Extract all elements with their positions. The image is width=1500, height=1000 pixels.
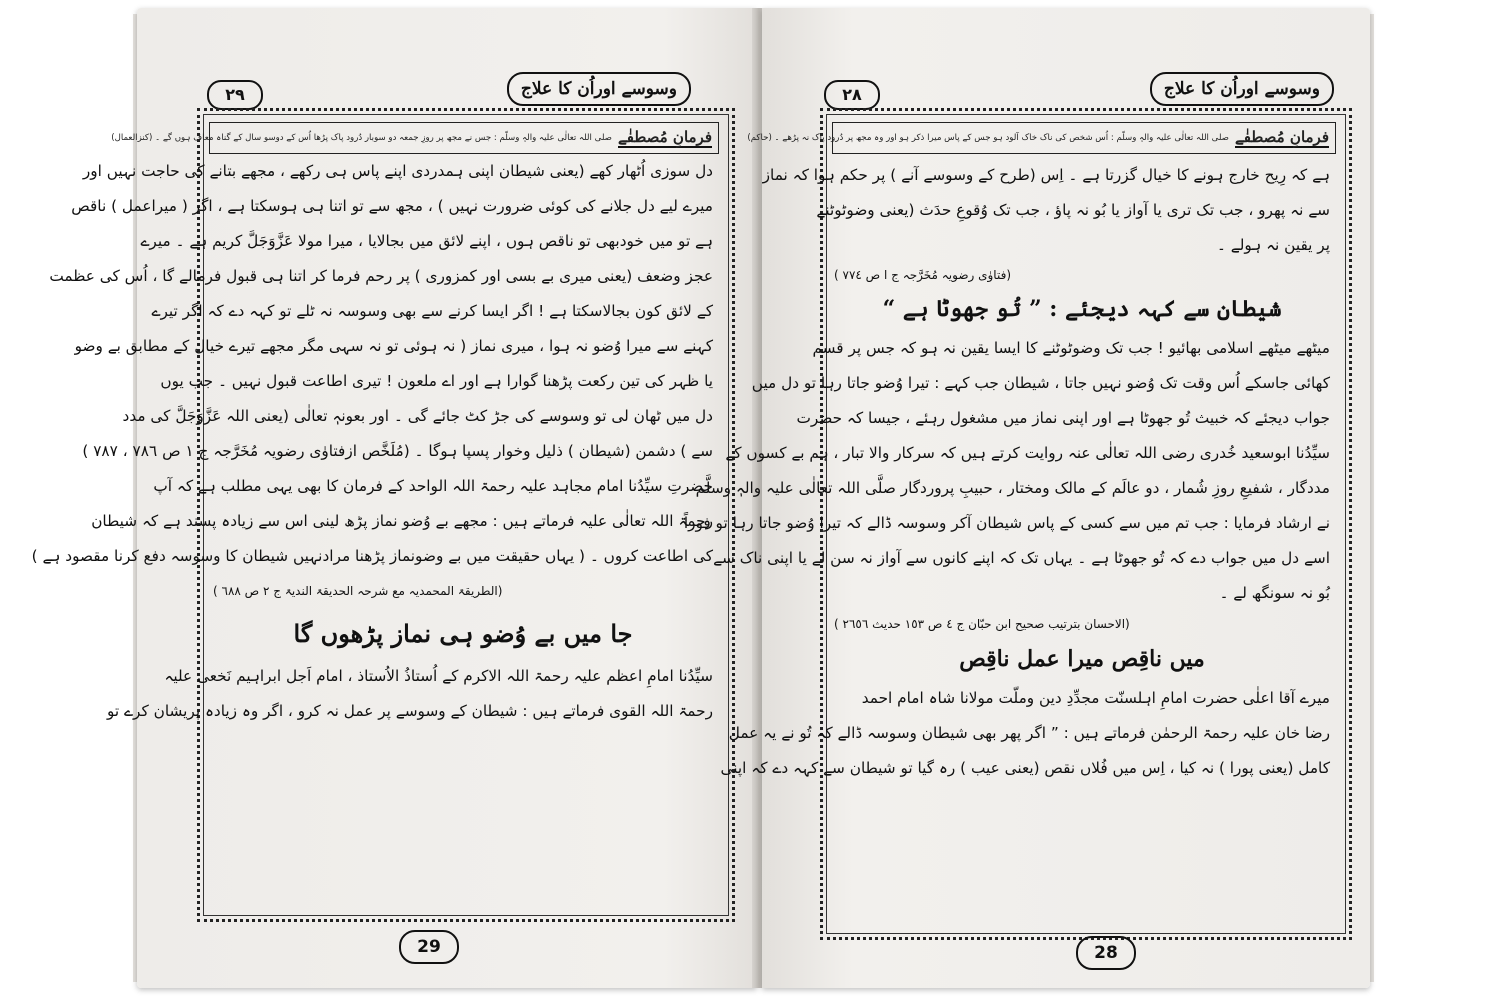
text-line: دل میں ٹھان لی تو وسوسے کی جڑ کٹ جائے گی ۔ اور بعونہٖ تعالٰی (یعنی اللہ عَزَّوَجَلَّ کی مدد [122,407,713,425]
text-line: عجز وضعف (یعنی میری بے بسی اور کمزوری ) پر رحم فرما کر اتنا ہی قبول فرمالے گا ، اُس کی عظمت [49,267,713,285]
text-line: یا ظہر کی تین رکعت پڑھنا گوارا ہے اور اے ملعون ! تیری اطاعت قبول نہیں ۔ جب یوں [160,372,713,390]
text-line: پر یقین نہ ہولے ۔ [1216,236,1330,254]
text-line: کامل (یعنی پورا ) نہ کیا ، اِس میں فُلاں نقص (یعنی عیب ) رہ گیا تو شیطان سے کہہ دے کہ اپنی [720,759,1330,777]
banner-label: فرمانِ مُصطفٰے [617,128,712,146]
header-book-title: وسوسے اوراُن کا علاج [507,72,691,106]
text-line: مددگار ، شفیعِ روزِ شُمار ، دو عالَم کے مالک ومختار ، حبیبِ پروردگار صلَّی اللہ تعالٰی علیہ والہٖ وسلَّم [695,479,1330,497]
text-line: نے ارشاد فرمایا : جب تم میں سے کسی کے پاس شیطان آکر وسوسہ ڈالے کہ تیرا وُضو جاتا رہا تو فوراً [683,514,1330,532]
banner-text: صلی اللہ تعالٰی علیہ والہٖ وسلّم : اُس شخص کی ناک خاک آلود ہو جس کے پاس میرا ذکر ہو اور وہ مجھ پر دُرود پاک نہ پڑھے ۔ (حاکم) [747,133,1229,143]
footer-page-number: 28 [1076,936,1136,970]
text-line: کے لائق کون بجالاسکتا ہے ! اگر ایسا کرنے سے بھی وسوسہ نہ ٹلے تو کہہ دے کہ اگر تیرے [151,302,713,320]
text-line: میٹھے میٹھے اسلامی بھائیو ! جب تک وضوٹوٹنے کا ایسا یقین نہ ہو کہ جس پر قسم [812,339,1330,357]
text-line: اسے دل میں جواب دے کہ تُو جھوٹا ہے ۔ یہاں تک کہ اپنے کانوں سے آواز نہ سن لے یا اپنی ناک سے [713,549,1330,567]
text-line: رحمۃ اللہ القوی فرماتے ہیں : شیطان کے وسوسے پر عمل نہ کرو ، اگر وہ زیادہ پریشان کرے تو [107,702,713,720]
page-body [683,158,1330,786]
reference-citation: (الاحسان بترتیب صحیح ابن حبّان ج ٤ ص ١٥٣ حدیث ٢٦٥٦ ) [834,617,1130,631]
reference-citation: (فتاوٰی رضویہ مُخَرَّجہ ج ا ص ٧٧٤ ) [834,268,1011,282]
text-line: دل سوزی اُٹھار کھے (یعنی شیطان اپنی ہمدردی اپنے پاس ہی رکھے ، مجھے بتانے کی حاجت نہیں اور [82,162,713,180]
text-line: میرے لیے دل جلانے کی کوئی ضرورت نہیں ) ، مجھ سے تو اتنا ہی ہوسکتا ہے ، اگر ( میراعمل ) ناقص [71,197,713,215]
text-line: ہے تو میں خودبھی تو ناقص ہوں ، اپنے لائق میں بجالایا ، میرا مولا عَزَّوَجَلَّ کریم ہے ۔ میرے [140,232,713,250]
section-heading: جا میں بے وُضو ہی نماز پڑھوں گا [293,619,633,648]
text-line: رحمۃ اللہ تعالٰی علیہ فرماتے ہیں : مجھے بے وُضو نماز پڑھ لینی اس سے زیادہ پسند ہے کہ شیطان [91,512,713,530]
header-book-title: وسوسے اوراُن کا علاج [1150,72,1334,106]
text-line: کہنے سے میرا وُضو نہ ہوا ، میری نماز ( نہ ہوئی تو نہ سہی مگر مجھے تیرے خیال کے مطابق بے وضو [74,337,713,355]
footer-page-number: 29 [399,930,459,964]
page-28 [683,8,1370,988]
banner-label: فرمانِ مُصطفٰے [1234,128,1329,146]
hadith-banner [747,122,1336,154]
text-line: کی اطاعت کروں ۔ ( یہاں حقیقت میں بے وضونماز پڑھنا مرادنہیں شیطان کا وسوسہ دفع کرنا مقصود ہے ) [31,547,713,565]
hadith-banner [111,122,719,154]
text-line: سے نہ پھرو ، جب تک تری یا آواز یا بُو نہ پاؤ ، جب تک وُقوعِ حدَث (یعنی وضوٹوٹنے [816,201,1330,219]
text-line: رضا خان علیہ رحمۃ الرحمٰن فرماتے ہیں : ” اگر پھر بھی شیطان وسوسہ ڈالے کہ تُو نے یہ عمل [728,724,1330,742]
page-body [31,154,713,729]
text-line: سے ) دشمن (شیطان ) ذلیل وخوار پسپا ہوگا ۔ (مُلَخَّص ازفتاوٰی رضویہ مُخَرَّجہ ج ١ ص ٧٨٦ ، ٧٨٧ ) [82,442,713,460]
text-line: بُو نہ سونگھ لے ۔ [1219,584,1330,602]
text-line: میرے آقا اعلٰی حضرت امامِ اہلسنّت مجدِّدِ دین وملّت مولانا شاہ امام احمد [861,689,1330,707]
header-page-number: ٢٨ [824,80,880,110]
banner-text: صلی اللہ تعالٰی علیہ والہٖ وسلّم : جس نے مجھ پر روزِ جمعہ دو سوبار دُرود پاک پڑھا اُس کے دوسو سال کے گناہ معاف ہوں گے ۔ (کنزالعمال) [111,133,612,143]
section-heading: میں ناقِص میرا عمل ناقِص [959,646,1205,672]
text-line: ہے کہ رِیح خارج ہونے کا خیال گزرتا ہے ۔ اِس (طرح کے وسوسے آنے ) پر حکم ہوا کہ نماز [762,166,1330,184]
text-line: جواب دیجئے کہ خبیث تُو جھوٹا ہے اور اپنی نماز میں مشغول رہئے ، جیسا کہ حضرت [796,409,1330,427]
text-line: حضرتِ سیِّدُنا امام مجاہد علیہ رحمۃ اللہ الواحد کے فرمان کا بھی یہی مطلب ہے کہ آپ [153,477,713,495]
section-heading: شیطان سے کہہ دیجئے : ” تُو جھوٹا ہے “ [882,296,1282,322]
text-line: کھائی جاسکے اُس وقت تک وُضو نہیں جاتا ، شیطان جب کہے : تیرا وُضو جاتا رہا تو دل میں [751,374,1330,392]
text-line: سیِّدُنا ابوسعید خُدری رضی اللہ تعالٰی عنہ روایت کرتے ہیں کہ سرکار والا تبار ، ہم بے کسوں کے [725,444,1330,462]
header-page-number: ٢٩ [207,80,263,110]
text-line: سیِّدُنا امامِ اعظم علیہ رحمۃ اللہ الاکرم کے اُستاذُ الاُستاذ ، امام اَجل ابراہیم نَخعی علیہ [164,667,713,685]
reference-citation: (الطریقۃ المحمدیہ مع شرحہ الحدیقۃ الندیۃ ج ٢ ص ٦٨٨ ) [213,584,503,598]
page-29 [31,8,757,988]
